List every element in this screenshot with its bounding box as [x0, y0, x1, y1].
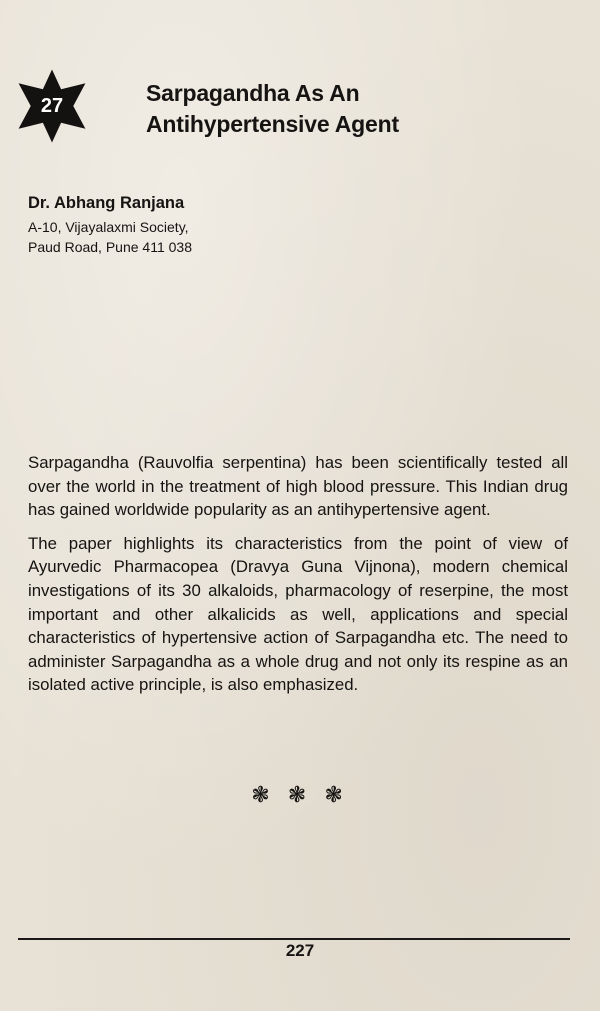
section-separator: ❃ ❃ ❃ [251, 782, 349, 807]
footer-rule [18, 938, 570, 940]
title-line-1: Sarpagandha As An [146, 80, 360, 106]
page-number: 227 [285, 941, 315, 960]
author-address-line-1: A-10, Vijayalaxmi Society, [28, 219, 189, 235]
abstract-paragraph-1: Sarpagandha (Rauvolfia serpentina) has been scientifically tested all over the world in the treatment of high blood pressure. This Indian drug has gained worldwide popularity as an antihypertensive agent. [28, 453, 568, 520]
abstract [28, 451, 568, 707]
author-address-line-2: Paud Road, Pune 411 038 [28, 239, 192, 255]
author-block [28, 192, 428, 257]
article-title [146, 78, 586, 140]
title-line-2: Antihypertensive Agent [146, 111, 399, 137]
chapter-number: 27 [40, 94, 64, 117]
author-name: Dr. Abhang Ranjana [28, 194, 185, 212]
abstract-paragraph-2: The paper highlights its characteristics from the point of view of Ayurvedic Pharmacopea (Dravya Guna Vijnona), modern chemical investigations of its 30 alkaloids, pharmacology of reserpine, the most important and other alkalicids as well, applications and special characteristics of hypertensive action of Sarpagandha etc. The need to administer Sarpagandha as a whole drug and not only its respine as an isolated active principle, is also emphasized. [28, 533, 568, 695]
